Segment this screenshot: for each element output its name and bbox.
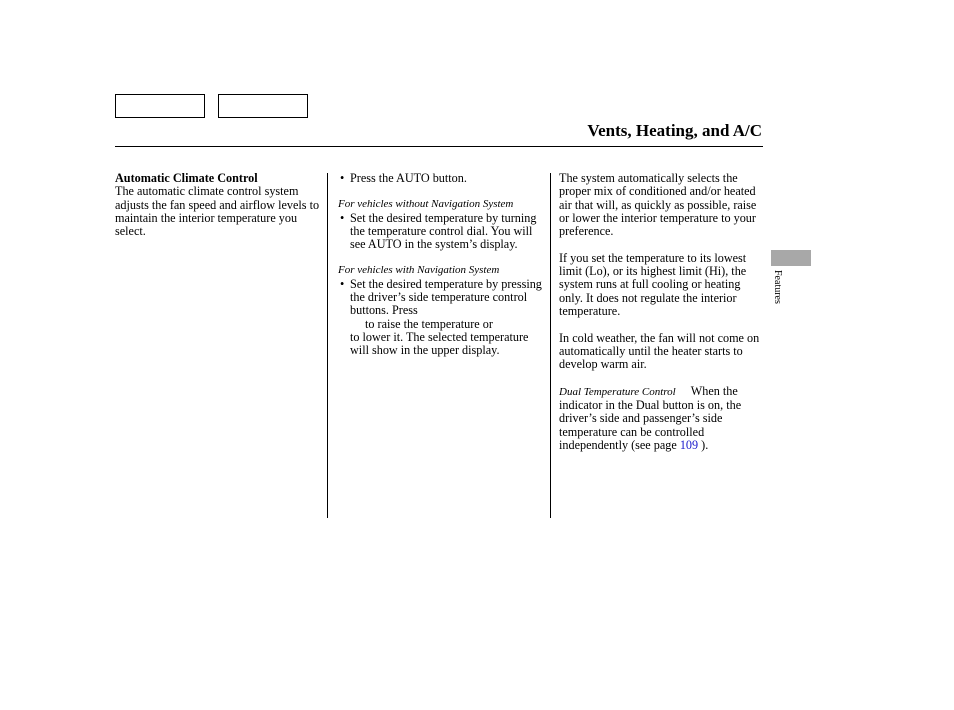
condition-with-nav: For vehicles with Navigation System: [338, 264, 500, 277]
column-divider: [550, 173, 551, 518]
nav-home-button[interactable]: [115, 94, 205, 118]
paragraph-mix: The system automatically selects the proper mix of conditioned and/or heated air that will, as quickly as possible, raise or lower the interior temperature to your preference.: [559, 171, 757, 239]
intro-paragraph: The automatic climate control system adjusts the fan speed and airflow levels to maintain the interior temperature you select.: [115, 184, 320, 239]
column-divider: [327, 173, 328, 518]
step-dial: • Set the desired temperature by turning the temperature control dial. You will see AUTO in the system’s display.: [340, 210, 537, 252]
section-tab[interactable]: [771, 250, 811, 266]
column-3: [559, 172, 764, 452]
header-rule: [115, 146, 763, 147]
step-auto: • Press the AUTO button.: [340, 171, 467, 185]
step-buttons: • Set the desired temperature by pressing the driver’s side temperature control buttons. Press to raise the temperature or to lower it. The selected temperature will show in the upper display.: [340, 276, 542, 358]
condition-without-nav: For vehicles without Navigation System: [338, 198, 514, 211]
page-link[interactable]: 109: [679, 437, 699, 452]
dual-label: Dual Temperature Control: [559, 385, 676, 398]
nav-toc-button[interactable]: [218, 94, 308, 118]
column-1: [115, 172, 321, 238]
section-heading: Automatic Climate Control: [115, 171, 258, 185]
paragraph-cold: In cold weather, the fan will not come on automatically until the heater starts to develop warm air.: [559, 330, 760, 372]
section-tab-label: Features: [772, 270, 783, 304]
page-title: Vents, Heating, and A/C: [587, 121, 762, 140]
column-2: [338, 172, 544, 358]
paragraph-limits: If you set the temperature to its lowest limit (Lo), or its highest limit (Hi), the system runs at full cooling or heating only. It does not regulate the interior temperature.: [559, 250, 747, 318]
paragraph-dual: Dual Temperature Control When the indicator in the Dual button is on, the driver’s side and passenger’s side temperature can be controlled independently (see page 109 ).: [559, 383, 742, 452]
